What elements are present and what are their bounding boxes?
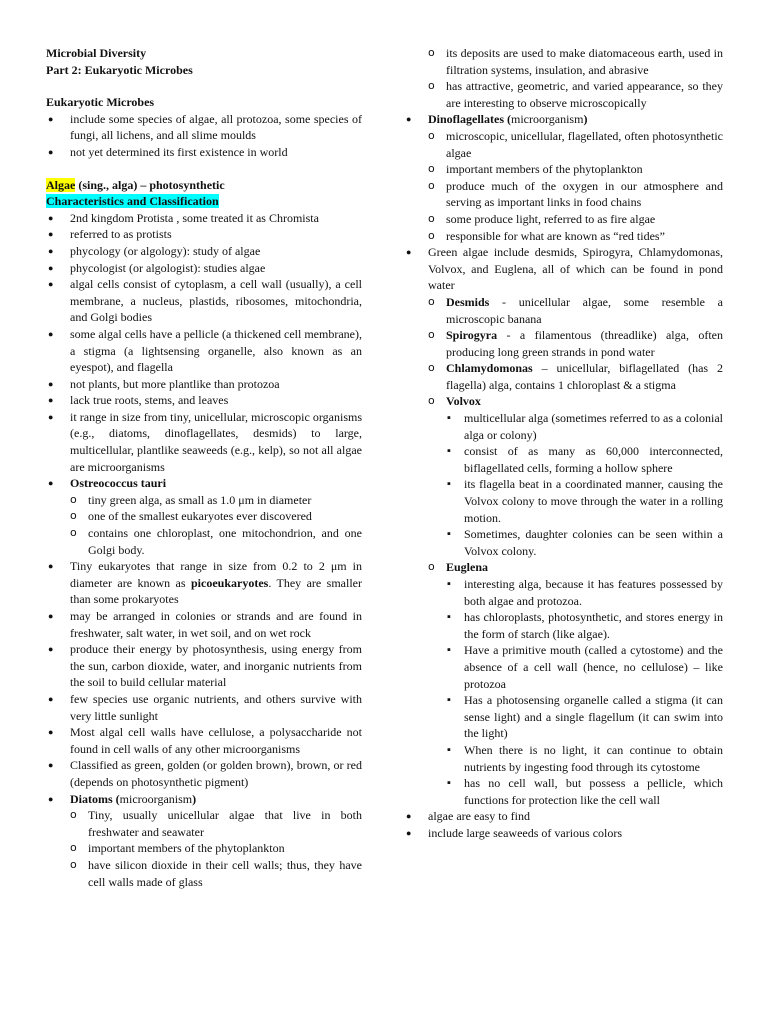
dinoflagellates-name: Dinoflagellates (: [428, 112, 511, 127]
green-algae-list: [428, 294, 723, 808]
euglena-list: [446, 576, 723, 808]
list-item: o responsible for what are known as “red tides”: [428, 228, 723, 245]
list-item: o contains one chloroplast, one mitochondrion, and one Golgi body.: [70, 525, 362, 558]
list-item: ▪ multicellular alga (sometimes referred to as a colonial alga or colony): [446, 410, 723, 443]
algae-section: [46, 177, 362, 891]
eukaryotic-list: [46, 111, 362, 161]
list-item: ● Most algal cell walls have cellulose, a polysaccharide not found in cell walls of any other microorganisms: [46, 724, 362, 757]
list-item: o has attractive, geometric, and varied appearance, so they are interesting to observe microscopically: [428, 78, 723, 111]
volvox-list: [446, 410, 723, 559]
list-item: ● Classified as green, golden (or golden brown), brown, or red (depends on photosynthetic pigment): [46, 757, 362, 790]
list-item: ● few species use organic nutrients, and others survive with very little sunlight: [46, 691, 362, 724]
list-item: o important members of the phytoplankton: [70, 840, 362, 857]
list-item: ▪ has no cell wall, but possess a pellicle, which functions for protection like the cell wall: [446, 775, 723, 808]
list-item: o have silicon dioxide in their cell walls; thus, they have cell walls made of glass: [70, 857, 362, 890]
chlamydomonas-item: o Chlamydomonas – unicellular, biflagellated (has 2 flagella) alga, contains 1 chloroplast & a stigma: [428, 360, 723, 393]
diatoms-name: Diatoms (: [70, 791, 120, 806]
algae-list: [46, 210, 362, 890]
list-item: ● include large seaweeds of various colors: [404, 825, 723, 842]
list-item: ● referred to as protists: [46, 226, 362, 243]
list-item: ● it range in size from tiny, unicellular, microscopic organisms (e.g., diatoms, dinoflagellates, desmids) to large, multicellular, plantlike seaweeds (e.g., kelp), so not all algae are microorganisms: [46, 409, 362, 475]
list-item: o some produce light, referred to as fire algae: [428, 211, 723, 228]
picoeukaryotes-term: picoeukaryotes: [190, 575, 269, 590]
algae-highlight: Algae: [46, 177, 76, 192]
list-item: ● some algal cells have a pellicle (a thickened cell membrane), a stigma (a lightsensing organelle, also known as an eyespot), and flagella: [46, 326, 362, 376]
list-item: ● may be arranged in colonies or strands and are found in freshwater, salt water, in wet soil, and on wet rock: [46, 608, 362, 641]
list-item: ▪ Sometimes, daughter colonies can be seen within a Volvox colony.: [446, 526, 723, 559]
doc-title: Microbial Diversity: [46, 46, 147, 60]
ostreococcus-item: [46, 475, 362, 558]
list-item: ● not plants, but more plantlike than protozoa: [46, 376, 362, 393]
volvox-name: Volvox: [446, 394, 481, 409]
ostreococcus-list: [70, 492, 362, 558]
euglena-item: [428, 559, 723, 808]
picoeukaryotes-item: ● Tiny eukaryotes that range in size from 0.2 to 2 μm in diameter are known as picoeukaryotes. They are smaller than some prokaryotes: [46, 558, 362, 608]
desmids-item: o Desmids - unicellular algae, some resemble a microscopic banana: [428, 294, 723, 327]
eukaryotic-section: [46, 94, 362, 160]
list-item: o one of the smallest eukaryotes ever discovered: [70, 508, 362, 525]
green-algae-item: [404, 244, 723, 808]
list-item: ▪ consist of as many as 60,000 interconnected, biflagellated cells, forming a hollow sphere: [446, 443, 723, 476]
euglena-name: Euglena: [446, 560, 489, 575]
list-item: ● algal cells consist of cytoplasm, a cell wall (usually), a cell membrane, a nucleus, plastids, ribosomes, mitochondria, and Golgi bodies: [46, 276, 362, 326]
list-item: ● phycology (or algology): study of algae: [46, 243, 362, 260]
list-item: o produce much of the oxygen in our atmosphere and serving as important links in food chains: [428, 178, 723, 211]
dinoflagellates-list: [428, 128, 723, 244]
list-item: ▪ When there is no light, it can continue to obtain nutrients by ingesting food through its cytostome: [446, 742, 723, 775]
volvox-item: [428, 393, 723, 559]
list-item: ● include some species of algae, all protozoa, some species of fungi, all lichens, and all slime moulds: [46, 111, 362, 144]
right-column: [404, 45, 723, 842]
list-item: ▪ interesting alga, because it has features possessed by both algae and protozoa.: [446, 576, 723, 609]
diatoms-list-continued: [428, 45, 723, 111]
ostreococcus-name: Ostreococcus tauri: [70, 476, 167, 491]
list-item: ● lack true roots, stems, and leaves: [46, 392, 362, 409]
diatoms-list: [70, 807, 362, 890]
list-item: o Tiny, usually unicellular algae that live in both freshwater and seawater: [70, 807, 362, 840]
algae-subheading: Characteristics and Classification: [46, 194, 219, 209]
eukaryotic-heading: Eukaryotic Microbes: [46, 95, 155, 110]
left-column: [46, 45, 362, 890]
diatoms-item: ● Diatoms (microorganism) o Tiny, usually unicellular algae that live in both freshwater and seawater o important members of the phytoplankton o have silicon dioxide in their cell walls; thus, they have cell walls made of glass: [46, 791, 362, 891]
list-item: ● produce their energy by photosynthesis, using energy from the sun, carbon dioxide, water, and inorganic nutrients from the soil to build cellular material: [46, 641, 362, 691]
list-item: ● not yet determined its first existence in world: [46, 144, 362, 161]
dinoflagellates-item: ● Dinoflagellates (microorganism) o microscopic, unicellular, flagellated, often photosynthetic algae o important members of the phytoplankton o produce much of the oxygen in our atmosphere and serving as important links in food chains o some produce light, referred to as fire algae o responsible for what are known as “red tides”: [404, 111, 723, 244]
algae-heading: Algae (sing., alga) – photosynthetic: [46, 177, 225, 192]
list-item: o its deposits are used to make diatomaceous earth, used in filtration systems, insulation, and abrasive: [428, 45, 723, 78]
spirogyra-item: o Spirogyra - a filamentous (threadlike) alga, often producing long green strands in pond water: [428, 327, 723, 360]
list-item: ▪ has chloroplasts, photosynthetic, and stores energy in the form of starch (like algae).: [446, 609, 723, 642]
list-item: ▪ Have a primitive mouth (called a cytostome) and the absence of a cell wall (hence, no cellulose) – like protozoa: [446, 642, 723, 692]
list-item: ● phycologist (or algologist): studies algae: [46, 260, 362, 277]
green-algae-intro: Green algae include desmids, Spirogyra, Chlamydomonas, Volvox, and Euglena, all of which can be found in pond water: [428, 245, 723, 293]
list-item: ▪ its flagella beat in a coordinated manner, causing the Volvox colony to move through the water in a rolling motion.: [446, 476, 723, 526]
right-main-list: [404, 111, 723, 841]
doc-subtitle: Part 2: Eukaryotic Microbes: [46, 62, 193, 77]
list-item: o tiny green alga, as small as 1.0 μm in diameter: [70, 492, 362, 509]
list-item: o microscopic, unicellular, flagellated, often photosynthetic algae: [428, 128, 723, 161]
list-item: ▪ Has a photosensing organelle called a stigma (it can sense light) and a single flagellum (it can swim into the light): [446, 692, 723, 742]
list-item: ● 2nd kingdom Protista , some treated it as Chromista: [46, 210, 362, 227]
list-item: ● algae are easy to find: [404, 808, 723, 825]
list-item: o important members of the phytoplankton: [428, 161, 723, 178]
